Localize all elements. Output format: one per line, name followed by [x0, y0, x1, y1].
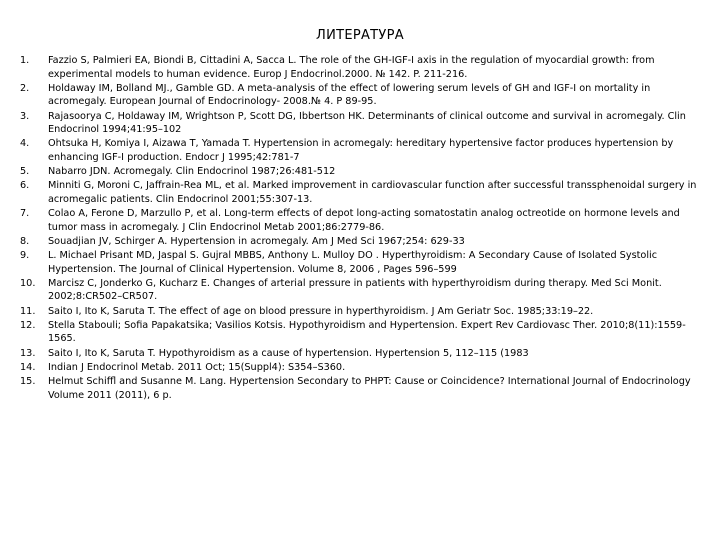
reference-number: 13.	[20, 347, 36, 359]
reference-text: Helmut Schiffl and Susanne M. Lang. Hypertension Secondary to PHPT: Cause or Coincidence? International Journal of Endocrinology Volume 2011 (2011), 6 p.	[48, 375, 691, 401]
reference-text: Colao A, Ferone D, Marzullo P, et al. Long-term effects of depot long-acting somatostatin analog octreotide on hormone levels and tumor mass in acromegaly. J Clin Endocrinol Metab 2001;86:2779-86.	[48, 208, 680, 233]
reference-item	[20, 165, 700, 179]
reference-text: Marcisz C, Jonderko G, Kucharz E. Changes of arterial pressure in patients with hyperthyroidism during therapy. Med Sci Monit. 2002;8:CR502–CR507.	[48, 277, 662, 303]
reference-text: Ohtsuka H, Komiya I, Aizawa T, Yamada T. Hypertension in acromegaly: hereditary hypertensive factor produces hypertension by enhancing IGF-I production. Endocr J 1995;42:781-7	[48, 138, 674, 163]
reference-number: 12.	[20, 319, 36, 331]
reference-number: 3.	[20, 110, 30, 122]
reference-item	[20, 347, 700, 361]
reference-item	[20, 235, 700, 249]
reference-item	[20, 305, 700, 319]
reference-item	[20, 249, 700, 276]
reference-number: 8.	[20, 235, 30, 247]
reference-number: 6.	[20, 180, 30, 192]
reference-item	[20, 137, 700, 164]
reference-list	[20, 54, 700, 403]
reference-number: 9.	[20, 250, 30, 262]
reference-text: Rajasoorya C, Holdaway IM, Wrightson P, Scott DG, Ibbertson HK. Determinants of clinical outcome and survival in acromegaly. Clin Endocrinol 1994;41:95–102	[48, 110, 686, 136]
page-title: ЛИТЕРАТУРА	[316, 28, 404, 43]
reference-text: Nabarro JDN. Acromegaly. Clin Endocrinol 1987;26:481-512	[48, 166, 336, 178]
reference-item	[20, 110, 700, 137]
reference-text: Saito I, Ito K, Saruta T. The effect of age on blood pressure in hyperthyroidism. J Am Geriatr Soc. 1985;33:19–22.	[48, 305, 594, 317]
reference-text: Indian J Endocrinol Metab. 2011 Oct; 15(Suppl4): S354–S360.	[48, 361, 346, 373]
reference-text: L. Michael Prisant MD, Jaspal S. Gujral MBBS, Anthony L. Mulloy DO . Hyperthyroidism: A Secondary Cause of Isolated Systolic Hypertension. The Journal of Clinical Hypertension. Volume 8, 2006 , Pages 596–599	[48, 250, 658, 275]
reference-text: Minniti G, Moroni C, Jaffrain-Rea ML, et al. Marked improvement in cardiovascular function after successful transsphenoidal surgery in acromegalic patients. Clin Endocrinol 2001;55:307-13.	[48, 180, 697, 205]
reference-number: 11.	[20, 305, 36, 317]
reference-item	[20, 375, 700, 402]
reference-number: 14.	[20, 361, 36, 373]
reference-item	[20, 82, 700, 109]
reference-number: 2.	[20, 82, 30, 94]
reference-text: Saito I, Ito K, Saruta T. Hypothyroidism as a cause of hypertension. Hypertension 5, 112–115 (1983	[48, 347, 529, 359]
reference-number: 4.	[20, 138, 30, 150]
reference-number: 15.	[20, 375, 36, 387]
reference-text: Stella Stabouli; Sofia Papakatsika; Vasilios Kotsis. Hypothyroidism and Hypertension. Expert Rev Cardiovasc Ther. 2010;8(11):1559-1565.	[48, 319, 686, 345]
reference-text: Fazzio S, Palmieri EA, Biondi B, Cittadini A, Sacca L. The role of the GH-IGF-I axis in the regulation of myocardial growth: from experimental models to human evidence. Europ J Endocrinol.2000. № 142. P. 211-216.	[48, 55, 655, 80]
reference-item	[20, 277, 700, 304]
reference-text: Holdaway IM, Bolland MJ., Gamble GD. A meta-analysis of the effect of lowering serum levels of GH and IGF-I on mortality in acromegaly. European Journal of Endocrinology- 2008.№ 4. P 89-95.	[48, 82, 651, 108]
reference-text: Souadjian JV, Schirger A. Hypertension in acromegaly. Am J Med Sci 1967;254: 629-33	[48, 235, 465, 247]
reference-item	[20, 179, 700, 206]
reference-item	[20, 207, 700, 234]
reference-item	[20, 319, 700, 346]
reference-number: 5.	[20, 166, 30, 178]
reference-number: 7.	[20, 208, 30, 220]
reference-number: 10.	[20, 277, 36, 289]
reference-number: 1.	[20, 55, 30, 66]
reference-item	[20, 54, 700, 81]
reference-item	[20, 361, 700, 375]
